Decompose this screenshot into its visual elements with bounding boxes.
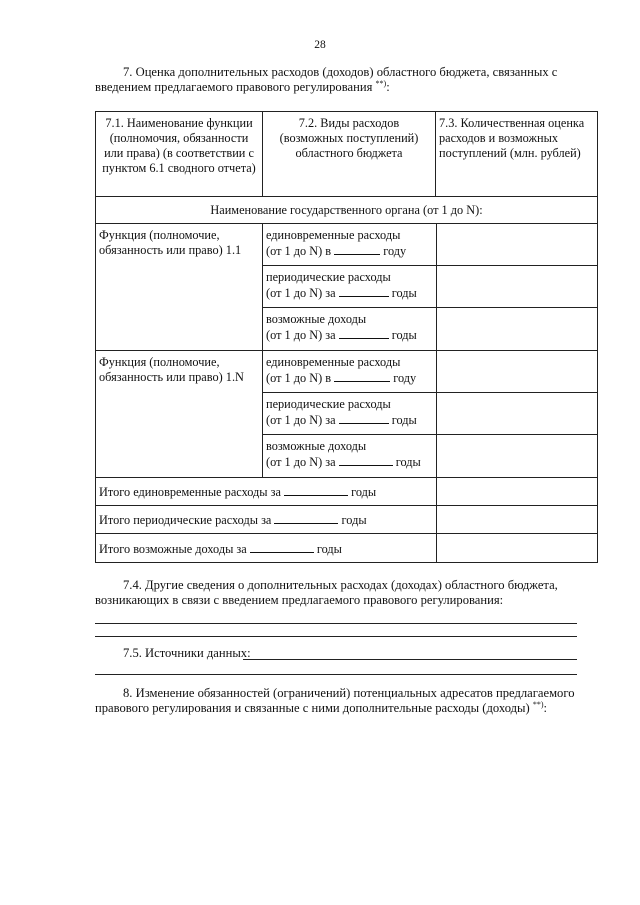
- section-7-4-line2: возникающих в связи с введением предлагаемого правового регулирования:: [95, 593, 504, 607]
- section-8-line1: 8. Изменение обязанностей (ограничений) потенциальных адресатов предлагаемого: [123, 686, 575, 700]
- blank-field: [339, 412, 389, 424]
- blank-field: [334, 370, 390, 382]
- f2-periodic-range: (от 1 до N) за: [266, 413, 336, 427]
- function-1-n: Функция (полномочие, обязанность или право) 1.N: [99, 355, 244, 384]
- fill-line: [95, 674, 577, 675]
- blank-field: [284, 484, 348, 496]
- total-periodic-label: Итого периодические расходы за: [99, 513, 272, 527]
- footnote-mark: **): [532, 699, 544, 709]
- f2-income-label: возможные доходы: [266, 439, 367, 453]
- header-function: 7.1. Наименование функции (полномочия, обязанности или права) (в соответствии с пунктом 6.1 сводного отчета): [102, 116, 256, 175]
- total-one-time-label: Итого единовременные расходы за: [99, 485, 281, 499]
- function-1-1: Функция (полномочие, обязанность или право) 1.1: [99, 228, 242, 257]
- f1-possible-income: [266, 312, 434, 343]
- f2-one-time-unit: году: [393, 371, 417, 385]
- header-quantitative-estimate: 7.3. Количественная оценка расходов и возможных поступлений (млн. рублей): [439, 116, 585, 160]
- page-number: 28: [314, 39, 326, 51]
- section-7-heading-line1: 7. Оценка дополнительных расходов (доходов) областного бюджета, связанных с: [123, 65, 558, 79]
- section-7-4-line1: 7.4. Другие сведения о дополнительных расходах (доходах) областного бюджета,: [123, 578, 558, 592]
- f1-periodic-expenses: [266, 270, 434, 301]
- section-7-5-label: 7.5. Источники данных:: [123, 646, 251, 660]
- f2-periodic-unit: годы: [391, 413, 417, 427]
- section-7-5: [95, 646, 255, 661]
- f1-income-label: возможные доходы: [266, 312, 367, 326]
- section-7-heading: [95, 65, 597, 95]
- blank-field: [339, 454, 393, 466]
- total-possible-income: [99, 541, 433, 557]
- f1-periodic-unit: годы: [391, 286, 417, 300]
- f2-income-unit: годы: [395, 455, 421, 469]
- footnote-mark: **): [375, 78, 387, 88]
- section-8-line2: правового регулирования и связанные с ними дополнительные расходы (доходы): [95, 701, 530, 715]
- total-periodic-expenses: [99, 512, 433, 528]
- f1-income-unit: годы: [391, 328, 417, 342]
- fill-line: [243, 659, 577, 660]
- f2-possible-income: [266, 439, 434, 470]
- total-income-unit: годы: [316, 542, 342, 556]
- f1-one-time-unit: году: [383, 244, 407, 258]
- blank-field: [274, 512, 338, 524]
- heading-colon: :: [543, 701, 548, 715]
- f1-periodic-range: (от 1 до N) за: [266, 286, 336, 300]
- f2-periodic-label: периодические расходы: [266, 397, 391, 411]
- fill-line: [95, 623, 577, 624]
- section-7-heading-line2: введением предлагаемого правового регулирования: [95, 80, 373, 94]
- total-income-label: Итого возможные доходы за: [99, 542, 247, 556]
- f1-one-time-range: (от 1 до N) в: [266, 244, 332, 258]
- f2-one-time-range: (от 1 до N) в: [266, 371, 332, 385]
- f2-one-time-expenses: [266, 355, 434, 386]
- section-8-heading: [95, 686, 597, 716]
- heading-colon: :: [386, 80, 390, 94]
- total-one-time-expenses: [99, 484, 433, 500]
- section-7-4: [95, 578, 597, 608]
- f2-income-range: (от 1 до N) за: [266, 455, 336, 469]
- f2-periodic-expenses: [266, 397, 434, 428]
- f1-one-time-expenses: [266, 228, 434, 259]
- f1-periodic-label: периодические расходы: [266, 270, 391, 284]
- total-one-time-unit: годы: [351, 485, 377, 499]
- f1-income-range: (от 1 до N) за: [266, 328, 336, 342]
- blank-field: [250, 541, 314, 553]
- blank-field: [339, 327, 389, 339]
- header-expense-types: 7.2. Виды расходов (возможных поступлений) областного бюджета: [279, 116, 419, 160]
- fill-line: [95, 636, 577, 637]
- blank-field: [334, 243, 380, 255]
- total-periodic-unit: годы: [341, 513, 367, 527]
- f2-one-time-label: единовременные расходы: [266, 355, 401, 369]
- org-name-row: Наименование государственного органа (от 1 до N):: [210, 203, 483, 217]
- budget-estimate-table: [95, 111, 598, 563]
- blank-field: [339, 285, 389, 297]
- f1-one-time-label: единовременные расходы: [266, 228, 401, 242]
